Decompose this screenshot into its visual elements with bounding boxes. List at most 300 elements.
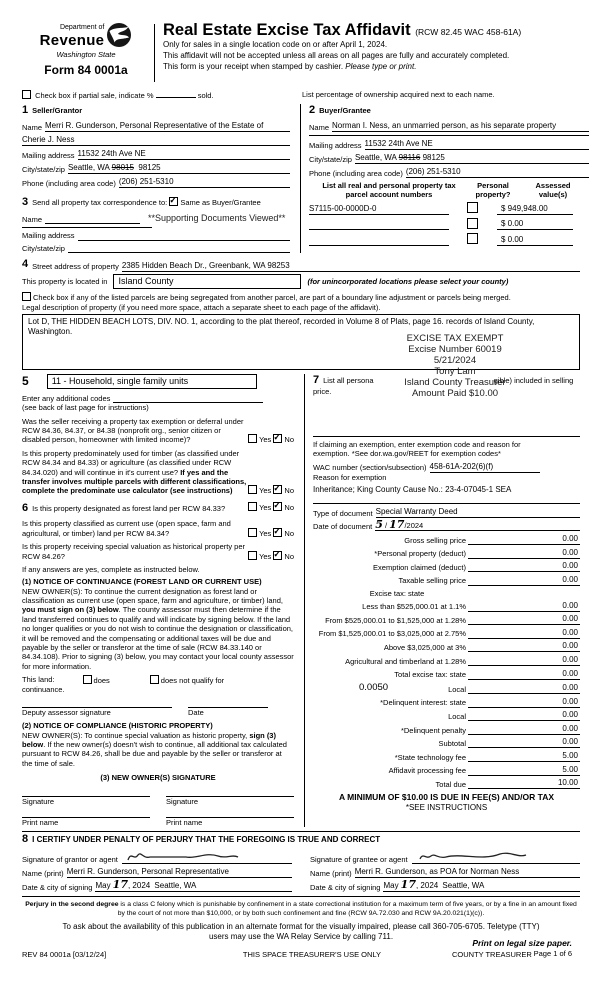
money-row-tier1	[313, 601, 580, 612]
seller-name-input[interactable]: Merri R. Gunderson, Personal Representative of the Estate of	[45, 121, 290, 132]
money-input[interactable]	[468, 561, 580, 572]
notice-continuance-body	[22, 587, 294, 671]
partial-sale-percent-input[interactable]	[156, 97, 196, 98]
instruction-line-2: This affidavit will not be accepted unless all areas on all pages are fully and accurately completed.	[163, 51, 510, 61]
instruction-line-1: Only for sales in a single location code on or after April 1, 2024.	[163, 40, 388, 50]
grantee-date-city-input[interactable]	[383, 877, 580, 892]
personal-col-header	[469, 182, 517, 199]
money-value: 0.00	[562, 547, 578, 557]
seller-zip-value: 98125	[138, 163, 161, 173]
money-label: From $525,000.01 to $1,525,000 at 1.28%	[325, 615, 466, 625]
reason-exemption-label: Reason for exemption	[313, 472, 387, 482]
parcel-table	[309, 182, 589, 245]
doc-date-label: Date of document	[313, 521, 373, 531]
assessed-col-header-l1: Assessed	[535, 181, 571, 191]
question-seller-exemption-text: Was the seller receiving a property tax exemption or deferral under RCW 84.36, 84.37, or 84.38 (nonprofit org., senior citizen or disabled person, homeowner with limited income)?	[22, 416, 244, 445]
print-note-block	[472, 938, 572, 958]
doc-date-year: /2024	[404, 520, 424, 530]
buyer-phone-input[interactable]: (206) 251-5310	[406, 167, 589, 178]
section-5-number: 5	[22, 373, 29, 388]
notice-compliance-title: (2) NOTICE OF COMPLIANCE (HISTORIC PROPERTY)	[22, 721, 213, 731]
section-8	[22, 831, 580, 892]
stamp-amount-paid: Amount Paid $10.00	[411, 388, 499, 399]
excise-tax-state-header: Excise tax: state	[369, 588, 425, 598]
no-label: No	[284, 551, 294, 561]
buyer-zip-value: 98125	[422, 153, 445, 163]
checkbox-personal-property-2[interactable]	[467, 218, 478, 229]
money-label: *State technology fee	[394, 752, 466, 762]
checkbox-segregated-parcels[interactable]	[22, 292, 31, 301]
money-row-gross	[313, 534, 580, 545]
deputy-row	[22, 707, 294, 717]
signature-columns	[22, 847, 580, 892]
county-select[interactable]: Island County	[113, 274, 301, 289]
checkbox-timber-yes[interactable]	[248, 485, 257, 494]
treasurer-stamp	[350, 333, 560, 399]
money-input[interactable]	[468, 575, 580, 586]
form-title	[163, 22, 521, 39]
money-value: 0.00	[562, 710, 578, 720]
money-row-exemption	[313, 561, 580, 572]
seller-city-label: City/state/zip	[22, 164, 65, 174]
does-label: does	[93, 676, 110, 685]
section-2-title: Buyer/Grantee	[319, 106, 371, 116]
notice-continuance-text1: NEW OWNER(S): To continue the current designation as forest land or classification as current use (open space, farm and agriculture, or timber) land,	[22, 586, 283, 605]
question-historical	[22, 542, 294, 561]
additional-codes-label: Enter any additional codes	[22, 393, 111, 403]
question-seller-exemption	[22, 417, 294, 445]
grantor-signature-block	[22, 847, 292, 892]
seller-city-input[interactable]	[68, 163, 290, 174]
section-7-number: 7	[313, 373, 320, 386]
checkbox-forest-no[interactable]	[273, 502, 282, 511]
section-7-intro-frag2: gible) included in selling	[493, 375, 574, 385]
money-value: 10.00	[557, 778, 578, 788]
parcel-col-header-l2: parcel account numbers	[345, 189, 433, 199]
agency-block	[22, 22, 150, 78]
personal-col-header-l2: property?	[475, 189, 511, 199]
doc-type-input[interactable]: Special Warranty Deed	[376, 507, 580, 518]
money-row-personal	[313, 548, 580, 559]
owner-printname-label-1: Print name	[22, 817, 59, 827]
doc-date-input[interactable]	[375, 517, 580, 531]
money-section	[313, 534, 580, 789]
wac-number-label: WAC number (section/subsection)	[313, 463, 427, 473]
located-in-label: This property is located in	[22, 276, 108, 286]
parcel-table-header	[309, 182, 589, 199]
grantor-signature-input[interactable]	[122, 849, 292, 864]
section-7-column	[304, 374, 580, 828]
money-input[interactable]	[468, 628, 580, 639]
seller-name-input-line2[interactable]: Cherie J. Ness	[22, 135, 290, 146]
no-label: No	[284, 502, 294, 512]
money-input[interactable]	[468, 737, 580, 748]
owner-printname-row	[22, 817, 294, 827]
question-timber-use	[22, 449, 294, 496]
grantor-date-month: May	[95, 880, 111, 890]
money-label: Agricultural and timberland at 1.28%	[345, 656, 466, 666]
money-input[interactable]	[468, 655, 580, 666]
ownership-note: List percentage of ownership acquired next to each name.	[302, 90, 495, 99]
seller-zip-struck: 98015	[111, 163, 134, 173]
checkbox-current-use-yes[interactable]	[248, 528, 257, 537]
money-label: Total due	[435, 779, 466, 789]
money-row-tier3	[313, 628, 580, 639]
minimum-due-note: A MINIMUM OF $10.00 IS DUE IN FEE(S) AND/OR TAX	[338, 792, 555, 803]
checkbox-does-not-qualify[interactable]	[150, 675, 159, 684]
seller-column	[22, 104, 290, 253]
if-yes-note: If any answers are yes, complete as instructed below.	[22, 564, 200, 574]
money-input[interactable]	[468, 778, 580, 789]
title-block	[163, 22, 521, 72]
money-value: 0.00	[562, 574, 578, 584]
certify-statement: I CERTIFY UNDER PENALTY OF PERJURY THAT THE FOREGOING IS TRUE AND CORRECT	[32, 835, 381, 845]
parcel-number-input-2[interactable]	[309, 229, 449, 230]
instruction-line-3	[163, 62, 521, 72]
dept-of-label: Department of	[59, 24, 105, 32]
grantor-date-city-input[interactable]	[95, 877, 292, 892]
section-2-number: 2	[309, 104, 316, 117]
money-row-affidavit-fee	[313, 765, 580, 776]
question-historical-text: Is this property receiving special valuation as historical property per RCW 84.26?	[22, 542, 246, 561]
middle-block	[22, 374, 580, 828]
buyer-name-input[interactable]: Norman I. Ness, an unmarried person, as his separate property	[332, 121, 589, 132]
perjury-bold-text: Perjury in the second degree	[25, 900, 119, 908]
perjury-rest-text: is a class C felony which is punishable by confinement in a state correctional institution for a maximum term of five years, or by a fine in an amount fixed by the court of not more than $10,000, or by both such confinement and fine (RCW 9A.72.030 and RCW 9A.20.021(1)(c)).	[117, 900, 577, 917]
money-input[interactable]	[468, 669, 580, 680]
money-label: *Delinquent penalty	[400, 725, 466, 735]
deputy-signature-label: Deputy assessor signature	[22, 707, 111, 717]
notice-continuance-text2: . The county assessor must then determine if the land transferred continues to qualify and will indicate by signing below. If the land no longer qualifies or you do not wish to continue the designation or classification, it will be removed and the compensating or additional taxes will be due and payable by the seller or transferor at the time of sale (RCW 84.33.140 or 84.34.108). Prior to signing (3) below, you may contact your local county assessor for more information.	[22, 605, 294, 671]
money-input[interactable]	[468, 683, 580, 694]
legal-description-label: Legal description of property (if you need more space, attach a separate sheet to each page of the affidavit).	[22, 303, 381, 313]
grantee-date-city: Seattle, WA	[442, 880, 485, 890]
street-address-label: Street address of property	[32, 262, 119, 272]
checkbox-partial-sale[interactable]	[22, 90, 31, 99]
exemption-note-1: If claiming an exemption, enter exemption code and reason for	[313, 439, 521, 449]
money-input[interactable]	[468, 765, 580, 776]
question-current-use	[22, 519, 294, 538]
parcel-row	[309, 202, 589, 214]
wac-number-input[interactable]: 458-61A-202(6)(f)	[430, 462, 540, 473]
buyer-city-input[interactable]	[355, 153, 589, 164]
money-value: 0.00	[562, 561, 578, 571]
grantee-date-day-handwritten: 17	[400, 877, 416, 891]
money-row-total-state	[313, 669, 580, 680]
parties-block	[22, 104, 580, 253]
seller-phone-input[interactable]: (206) 251-5310	[119, 177, 290, 188]
money-row-delinq-interest	[313, 697, 580, 708]
doc-date-separator: /	[382, 520, 390, 530]
header-divider	[154, 24, 155, 82]
money-value: 0.00	[562, 683, 578, 693]
owner-printname-input-2[interactable]	[166, 817, 294, 827]
print-legal-size-note: Print on legal size paper.	[472, 938, 572, 948]
parcel-col-header	[309, 182, 469, 199]
grantee-date-city-label: Date & city of signing	[310, 882, 381, 892]
new-owners-signature-title: (3) NEW OWNER(S) SIGNATURE	[100, 773, 216, 782]
tax-corr-city-input[interactable]	[68, 252, 290, 253]
county-treasurer-label: COUNTY TREASURER	[452, 950, 532, 960]
section-3-intro: Send all property tax correspondence to:	[32, 198, 168, 208]
question-current-use-text: Is this property classified as current use (open space, farm and agricultural, or timber) land per RCW 84.34?	[22, 519, 231, 538]
money-label: *Delinquent interest: state	[380, 698, 466, 708]
tax-corr-mailing-label: Mailing address	[22, 231, 75, 241]
money-value: 0.00	[562, 655, 578, 665]
money-input[interactable]	[468, 601, 580, 612]
checkbox-timber-no[interactable]	[273, 485, 282, 494]
money-input[interactable]	[468, 641, 580, 652]
see-back-note: (see back of last page for instructions)	[22, 403, 149, 413]
section-3	[22, 196, 290, 253]
doc-type-label: Type of document	[313, 508, 373, 518]
legal-description-line1: Lot D, THE HIDDEN BEACH LOTS, DIV. NO. 1, according to the plat thereof, recorded in Volume 8 of Plats, page 16. records of Island County,	[28, 316, 535, 326]
same-as-buyer-label: Same as Buyer/Grantee	[180, 198, 261, 208]
partial-sale-row	[22, 90, 580, 100]
money-row-tier4	[313, 641, 580, 652]
money-value: 0.00	[562, 723, 578, 733]
money-input[interactable]	[468, 614, 580, 625]
no-label: No	[284, 435, 294, 445]
grantee-name-print-label: Name (print)	[310, 868, 352, 878]
owner-signature-label-1: Signature	[22, 797, 55, 807]
checkbox-exemption-no[interactable]	[273, 434, 282, 443]
checkbox-historical-yes[interactable]	[248, 551, 257, 560]
money-input[interactable]	[468, 724, 580, 735]
buyer-mailing-input[interactable]: 11532 24th Ave NE	[365, 139, 589, 150]
does-not-label: does not qualify for	[160, 676, 225, 685]
notice-compliance-text2: . If the new owner(s) doesn't wish to continue, all additional tax calculated pursuant to RCW 84.26, shall be due and payable by the seller or transferor at the time of sale.	[22, 739, 287, 768]
money-value: 0.00	[562, 696, 578, 706]
notice-continuance-bold: you must sign on (3) below	[22, 605, 119, 615]
assessed-col-header	[517, 182, 589, 199]
money-input[interactable]	[468, 534, 580, 545]
parcel-row	[309, 233, 589, 245]
segregated-parcels-label: Check box if any of the listed parcels are being segregated from another parcel, are part of a boundary line adjustment or parcels being merged.	[33, 292, 511, 302]
buyer-name-input-line2[interactable]	[309, 135, 589, 136]
section-8-number: 8	[22, 833, 29, 846]
deputy-date-label: Date	[188, 707, 204, 717]
money-label: Gross selling price	[404, 535, 466, 545]
checkbox-forest-yes[interactable]	[248, 502, 257, 511]
buyer-city-value: Seattle, WA	[354, 153, 397, 163]
deputy-date-input[interactable]	[188, 707, 268, 717]
deputy-signature-input[interactable]	[22, 707, 172, 717]
yes-label: Yes	[259, 486, 272, 496]
grantor-date-year: , 2024	[127, 880, 151, 890]
owner-signature-input-1[interactable]	[22, 796, 150, 806]
divider-line	[313, 436, 580, 437]
money-row-delinq-local	[313, 710, 580, 721]
tax-corr-mailing-input[interactable]	[78, 240, 290, 241]
notice-compliance-bold: sign (3) below	[22, 730, 276, 749]
grantee-date-month: May	[383, 880, 399, 890]
owner-signature-row	[22, 796, 294, 806]
doc-date-day-handwritten: 17	[389, 517, 405, 531]
money-label: Taxable selling price	[398, 576, 466, 586]
section-3-number: 3	[22, 196, 29, 209]
assessed-value-input-3[interactable]: $ 0.00	[497, 235, 573, 246]
grantor-date-day-handwritten: 17	[112, 877, 128, 891]
money-label: *Personal property (deduct)	[374, 549, 466, 559]
question-forest-text: Is this property designated as forest land per RCW 84.33?	[32, 503, 226, 513]
local-rate-value: 0.0050	[359, 682, 389, 694]
legal-description-line2: Washington.	[28, 326, 73, 336]
money-input[interactable]	[468, 710, 580, 721]
instruction-line-3-text: This form is your receipt when stamped by cashier.	[163, 62, 346, 72]
money-label: Local	[448, 684, 466, 694]
parcel-number-input[interactable]: S7115-00-0000D-0	[309, 204, 449, 215]
section-7-intro-frag3: price.	[313, 386, 332, 396]
street-address-input[interactable]: 2385 Hidden Beach Dr., Greenbank, WA 98253	[122, 261, 580, 272]
money-label: Subtotal	[438, 739, 466, 749]
see-instructions-note: *SEE INSTRUCTIONS	[405, 802, 488, 812]
yes-label: Yes	[259, 551, 272, 561]
form-title-text: Real Estate Excise Tax Affidavit	[163, 21, 411, 39]
assessed-col-header-l2: value(s)	[538, 189, 568, 199]
money-label: Affidavit processing fee	[388, 766, 466, 776]
money-value: 5.00	[562, 764, 578, 774]
money-row-subtotal	[313, 737, 580, 748]
money-value: 5.00	[562, 751, 578, 761]
buyer-zip-struck: 98116	[398, 153, 421, 163]
money-input[interactable]	[468, 697, 580, 708]
grantee-date-year: , 2024	[415, 880, 439, 890]
money-label: From $1,525,000.01 to $3,025,000 at 2.75%	[318, 629, 466, 639]
section-6-number: 6	[22, 501, 29, 514]
money-row-tier2	[313, 614, 580, 625]
money-input[interactable]	[468, 548, 580, 559]
money-value: 0.00	[562, 641, 578, 651]
money-input[interactable]	[468, 751, 580, 762]
money-value: 0.00	[562, 627, 578, 637]
grantor-name-print-label: Name (print)	[22, 868, 64, 878]
personal-col-header-l1: Personal	[477, 181, 509, 191]
county-note: (for unincorporated locations please select your county)	[307, 276, 509, 286]
tax-corr-name-input-line2[interactable]	[22, 227, 152, 228]
stamp-treasurer-name: Tony Lam	[434, 366, 476, 377]
rev-number: REV 84 0001a [03/12/24]	[22, 950, 107, 960]
tax-corr-name-input[interactable]	[45, 223, 140, 224]
checkbox-historical-no[interactable]	[273, 551, 282, 560]
section-4-number: 4	[22, 257, 29, 270]
checkbox-personal-property-3[interactable]	[467, 233, 478, 244]
no-label: No	[284, 486, 294, 496]
money-row-local	[313, 682, 580, 694]
money-row-delinq-penalty	[313, 724, 580, 735]
parcel-col-header-l1: List all real and personal property tax	[322, 181, 456, 191]
buyer-phone-label: Phone (including area code)	[309, 168, 403, 178]
money-value: 0.00	[562, 737, 578, 747]
section-7-intro-frag1: List all persona	[323, 375, 374, 385]
page-indicator: Page 1 of 6	[533, 948, 572, 958]
owner-printname-label-2: Print name	[166, 817, 203, 827]
grantee-signature-label: Signature of grantee or agent	[310, 854, 408, 864]
owner-signature-label-2: Signature	[166, 797, 199, 807]
grantor-signature-label: Signature of grantor or agent	[22, 854, 118, 864]
grantor-name-print-input[interactable]: Merri R. Gunderson, Personal Representative	[67, 867, 292, 878]
form-title-rcw: (RCW 82.45 WAC 458-61A)	[415, 27, 522, 37]
yes-label: Yes	[259, 435, 272, 445]
grantee-signature-input[interactable]	[412, 849, 580, 864]
grantee-signature-block	[310, 847, 580, 892]
parcel-personal-cell	[449, 233, 497, 245]
yes-label: Yes	[259, 502, 272, 512]
parcel-row	[309, 218, 589, 230]
section-1-number: 1	[22, 104, 29, 117]
money-label: Total excise tax: state	[394, 670, 466, 680]
seller-phone-label: Phone (including area code)	[22, 178, 116, 188]
money-value: 0.00	[562, 600, 578, 610]
reason-exemption-value[interactable]: Inheritance; King County Cause No.: 23-4-07045-1 SEA	[313, 484, 512, 494]
seller-mailing-input[interactable]: 11532 24th Ave NE	[78, 149, 290, 160]
tax-corr-name-label: Name	[22, 214, 43, 224]
money-value: 0.00	[562, 614, 578, 624]
supporting-docs-stamp: **Supporting Documents Viewed**	[148, 212, 286, 223]
form-header	[22, 22, 580, 82]
question-timber-text: Is this property predominately used for timber (as classified under RCW 84.34 and 84.33) or agriculture (as classified under RCW 84.34.020) and will continue in it's current use?	[22, 448, 240, 477]
seller-name-label: Name	[22, 122, 43, 132]
this-land-label: This land:	[22, 675, 55, 684]
checkbox-does-qualify[interactable]	[83, 675, 92, 684]
land-use-select[interactable]: 11 - Household, single family units	[47, 374, 257, 389]
parcel-personal-cell	[449, 202, 497, 214]
alternate-format-note: To ask about the availability of this publication in an alternate format for the visually impaired, please call 360-705-6705. Teletype (TTY) users may use the WA Relay Service by calling 711.	[62, 921, 540, 941]
assessed-value-input-2[interactable]: $ 0.00	[497, 219, 573, 230]
buyer-name-label: Name	[309, 122, 330, 132]
exemption-note-2: exemption. *See dor.wa.gov/REET for exemption codes*	[313, 449, 501, 459]
treasurer-use-only-label: THIS SPACE TREASURER'S USE ONLY	[242, 950, 382, 960]
seller-city-value: Seattle, WA	[67, 163, 110, 173]
revenue-logo-icon	[106, 22, 132, 50]
partial-sale-label: Check box if partial sale, indicate %	[35, 91, 154, 100]
owner-signature-input-2[interactable]	[166, 796, 294, 806]
assessed-value-input[interactable]: $ 949,948.00	[497, 204, 573, 215]
grantor-signature-icon	[122, 849, 242, 863]
question-timber-bold: If yes and the transfer involves multiple parcels with different classifications, complete the predominate use calculator (see instructions)	[22, 467, 247, 496]
tax-corr-city-label: City/state/zip	[22, 243, 65, 253]
money-label: Above $3,025,000 at 3%	[383, 643, 466, 653]
instruction-line-3-italic: Please type or print.	[345, 62, 417, 72]
checkbox-same-as-buyer[interactable]	[169, 197, 178, 206]
divider-line	[313, 503, 580, 504]
buyer-city-label: City/state/zip	[309, 154, 352, 164]
buyer-mailing-label: Mailing address	[309, 140, 362, 150]
no-label: No	[284, 528, 294, 538]
section-1-title: Seller/Grantor	[32, 106, 83, 116]
yes-label: Yes	[259, 528, 272, 538]
owner-printname-input-1[interactable]	[22, 817, 150, 827]
seller-mailing-label: Mailing address	[22, 150, 75, 160]
stamp-exempt-line: EXCISE TAX EXEMPT	[406, 333, 504, 344]
money-row-total-due	[313, 778, 580, 789]
grantee-name-print-input[interactable]: Merri R. Gunderson, as POA for Norman Ness	[355, 867, 580, 878]
this-land-row	[22, 675, 294, 685]
form-number: Form 84 0001a	[44, 62, 128, 77]
money-row-agricultural	[313, 655, 580, 666]
checkbox-personal-property-1[interactable]	[467, 202, 478, 213]
money-value: 0.00	[562, 668, 578, 678]
checkbox-current-use-no[interactable]	[273, 528, 282, 537]
parcel-personal-cell	[449, 218, 497, 230]
parcel-number-input-3[interactable]	[309, 245, 449, 246]
partial-sale-suffix: sold.	[197, 91, 214, 100]
doc-date-month-handwritten: 5	[375, 517, 383, 531]
continuance-label: continuance.	[22, 685, 65, 695]
checkbox-exemption-yes[interactable]	[248, 434, 257, 443]
stamp-date: 5/21/2024	[433, 355, 477, 366]
money-value: 0.00	[562, 533, 578, 543]
